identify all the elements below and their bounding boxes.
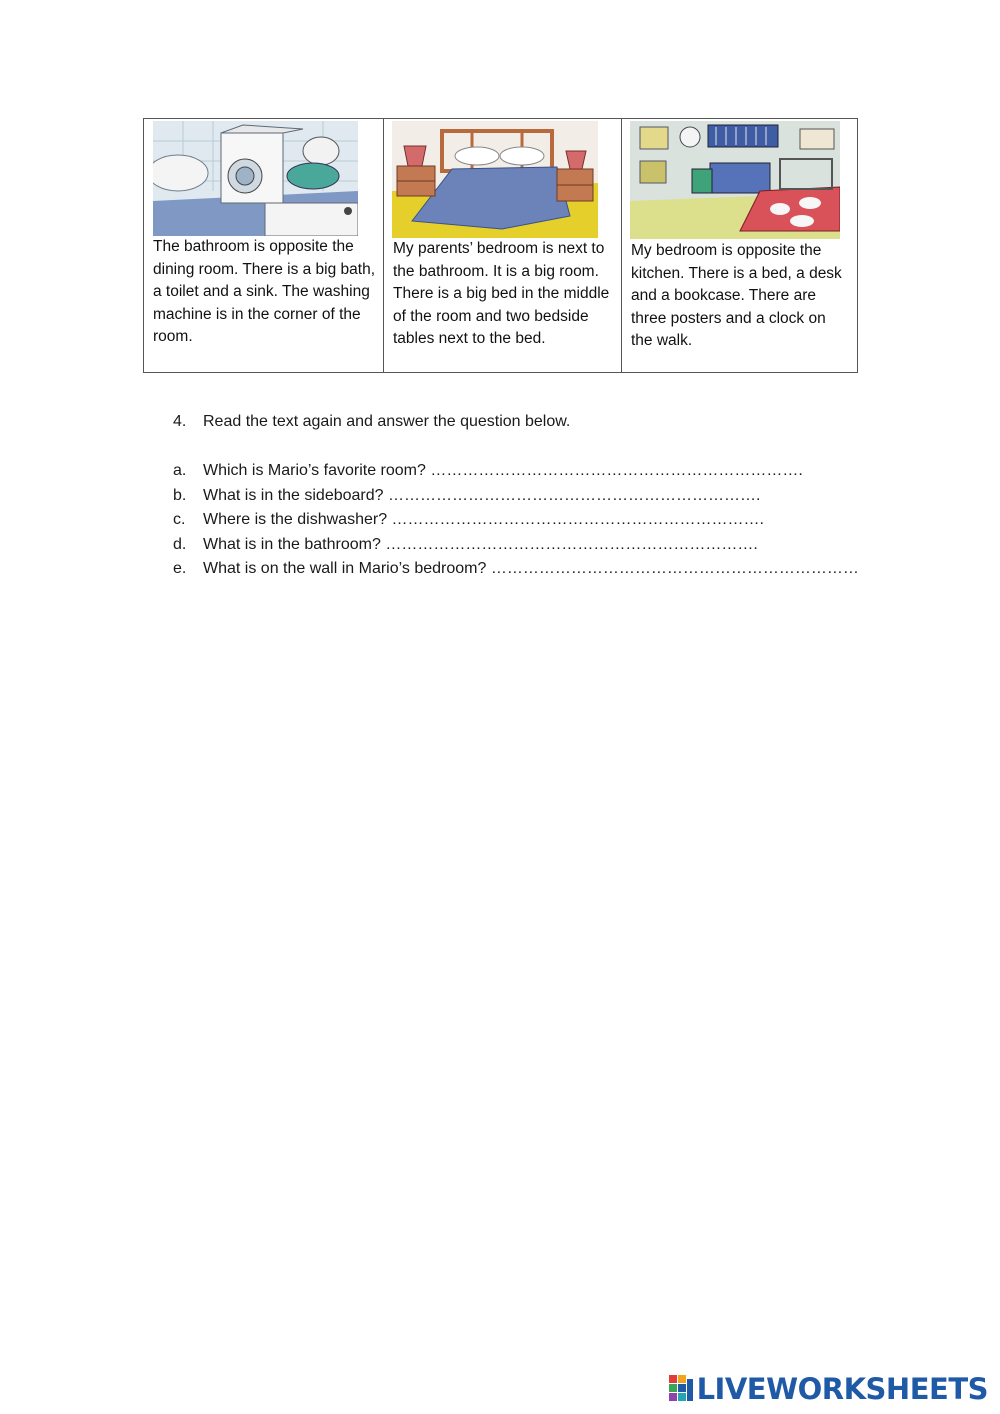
exercise-instruction — [173, 411, 570, 433]
question-letter: d. — [173, 535, 187, 553]
parents-bedroom-description: My parents’ bedroom is next to the bathroom. It is a big room. There is a big bed in the middle of the room and two bedside tables next to the bed. — [393, 240, 610, 348]
question-list — [173, 460, 859, 583]
bathroom-image — [153, 121, 358, 236]
question-item — [173, 534, 859, 559]
question-item — [173, 558, 859, 583]
exercise-number: 4. — [173, 413, 187, 430]
rooms-table — [143, 118, 858, 373]
bathroom-description: The bathroom is opposite the dining room. There is a big bath, a toilet and a sink. The washing machine is in the corner of the room. — [153, 238, 376, 346]
question-item — [173, 485, 859, 510]
parents-bedroom-image — [392, 121, 598, 238]
my-bedroom-description: My bedroom is opposite the kitchen. There is a bed, a desk and a bookcase. There are three posters and a clock on the walk. — [631, 242, 842, 350]
liveworksheets-logo — [669, 1372, 988, 1406]
question-item — [173, 460, 859, 485]
room-cell-parents-bedroom — [383, 119, 621, 372]
question-text: Which is Mario’s favorite room? ……………………………………………………………. — [203, 462, 803, 479]
exercise-instruction-text: Read the text again and answer the question below. — [203, 413, 571, 430]
room-cell-bathroom — [144, 119, 383, 372]
question-text: What is in the bathroom? ……………………………………………………………. — [203, 535, 758, 553]
logo-text: LIVEWORKSHEETS — [696, 1372, 988, 1406]
question-letter: b. — [173, 486, 187, 504]
my-bedroom-image — [630, 121, 840, 239]
logo-mark-icon — [669, 1375, 695, 1403]
question-text: What is on the wall in Mario’s bedroom? …………………………………………………………… — [203, 560, 859, 577]
question-text: What is in the sideboard? ……………………………………………………………. — [203, 486, 761, 504]
question-letter: e. — [173, 560, 187, 577]
room-cell-my-bedroom — [621, 119, 857, 372]
question-letter: a. — [173, 462, 187, 479]
question-item — [173, 509, 859, 534]
question-text: Where is the dishwasher? ……………………………………………………………. — [203, 511, 764, 528]
question-letter: c. — [173, 511, 186, 528]
